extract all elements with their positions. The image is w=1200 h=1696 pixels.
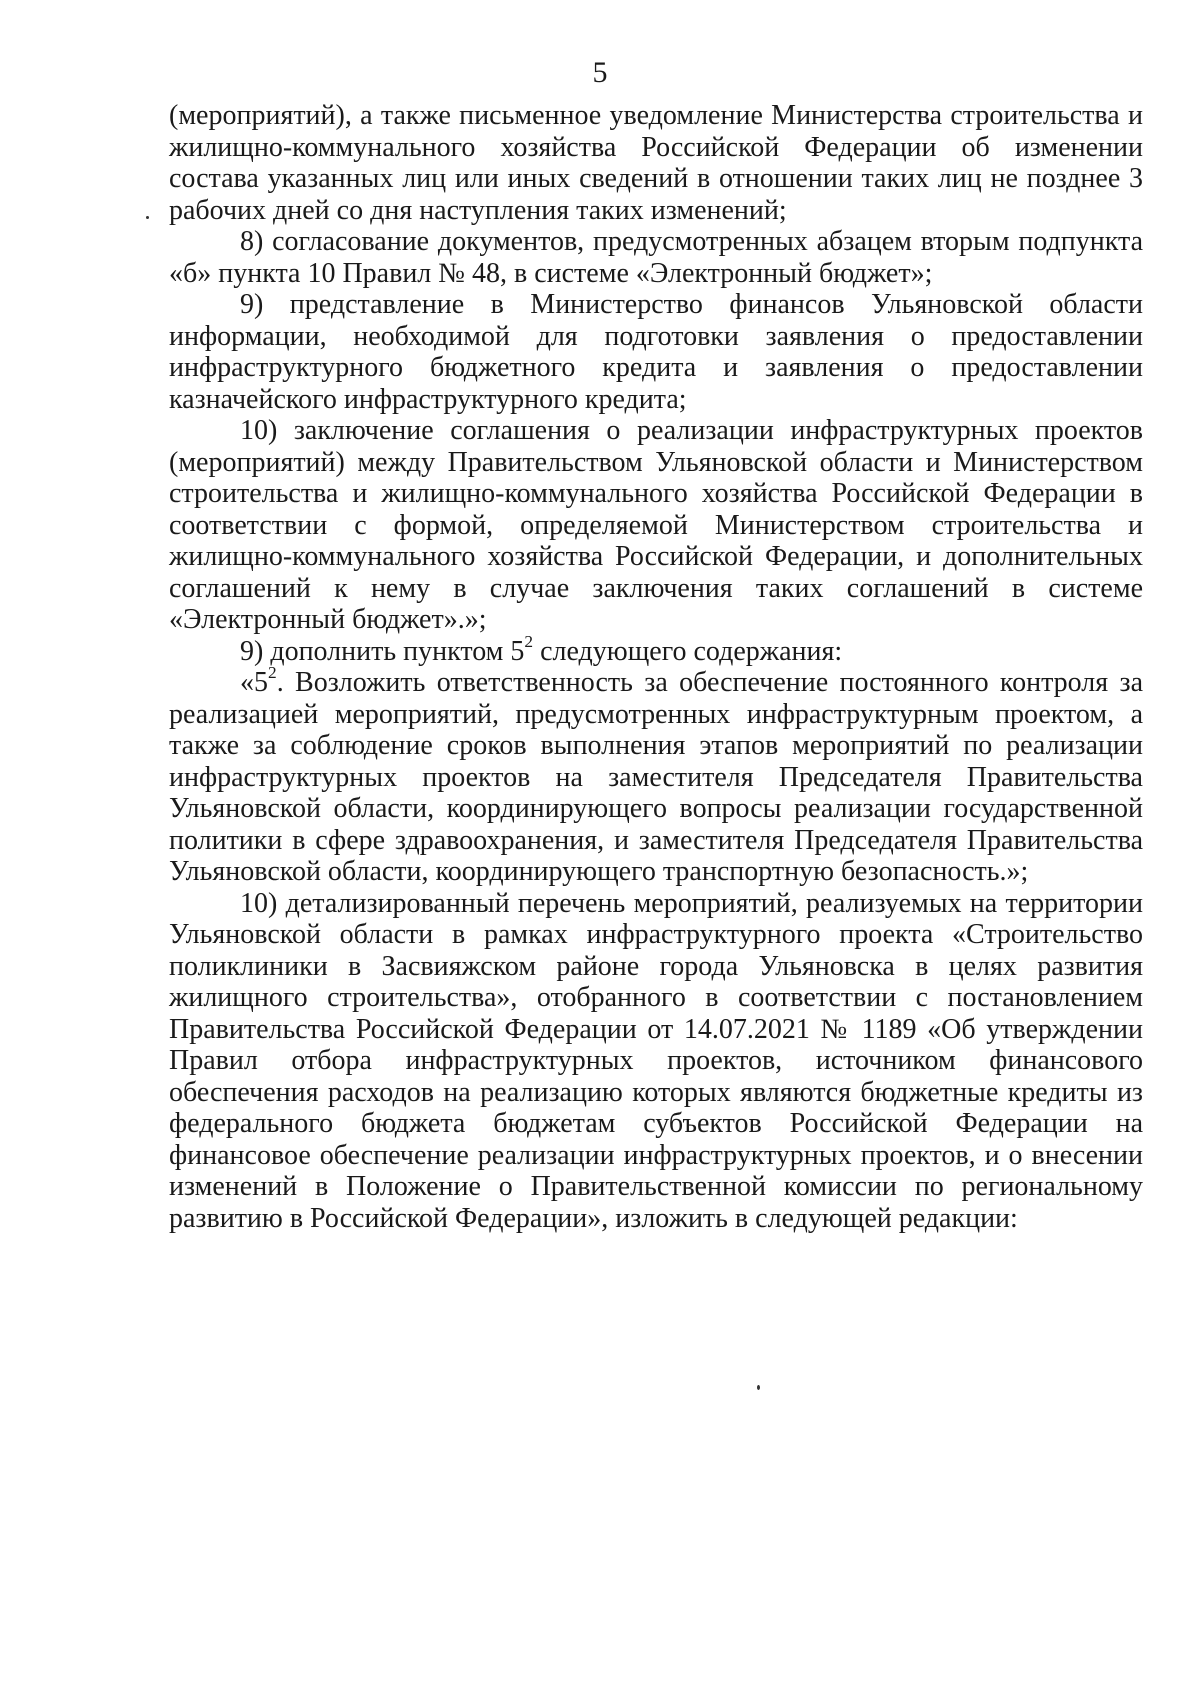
paragraph-clause-5-2 — [169, 663, 1143, 888]
paragraph-amend-9-tail: следующего содержания: — [533, 635, 843, 667]
superscript: 2 — [524, 631, 534, 651]
paragraph-item-10: 10) заключение соглашения о реализации инфраструктурных проектов (мероприятий) между Правительством Ульяновской области и Министерством строительства и жилищно-коммунального хозяйства Российской Федерации в соответствии с формой, определяемой Министерством строительства и жилищно-коммунального хозяйства Российской Федерации, и дополнительных соглашений к нему в случае заключения таких соглашений в системе «Электронный бюджет».»; — [169, 415, 1143, 635]
paragraph-item-9: 9) представление в Министерство финансов Ульяновской области информации, необходимой для подготовки заявления о предоставлении инфраструктурного бюджетного кредита и заявления о предоставлении казначейского инфраструктурного кредита; — [169, 289, 1143, 415]
paragraph-amend-10: 10) детализированный перечень мероприятий, реализуемых на территории Ульяновской области в рамках инфраструктурного проекта «Строительство поликлиники в Засвияжском районе города Ульяновска в целях развития жилищного строительства», отобранного в соответствии с постановлением Правительства Российской Федерации от 14.07.2021 № 1189 «Об утверждении Правил отбора инфраструктурных проектов, источником финансового обеспечения расходов на реализацию которых являются бюджетные кредиты из федерального бюджета бюджетам субъектов Российской Федерации на финансовое обеспечение реализации инфраструктурных проектов, и о внесении изменений в Положение о Правительственной комиссии по региональному развитию в Российской Федерации», изложить в следующей редакции: — [169, 887, 1143, 1234]
superscript: 2 — [268, 663, 277, 683]
clause-5-2-prefix: «5 — [240, 667, 268, 698]
paragraph-amend-9-text: 9) дополнить пунктом 5 — [240, 635, 525, 667]
paragraph-item-8: 8) согласование документов, предусмотренных абзацем вторым подпункта «б» пункта 10 Правил № 48, в системе «Электронный бюджет»; — [169, 226, 1143, 289]
scan-speck — [757, 1385, 760, 1390]
paragraph-continuation: (мероприятий), а также письменное уведомление Министерства строительства и жилищно-коммунального хозяйства Российской Федерации об изменении состава указанных лиц или иных сведений в отношении таких лиц не позднее 3 рабочих дней со дня наступления таких изменений; — [169, 100, 1143, 226]
page-number: 5 — [592, 56, 608, 89]
scan-speck — [146, 216, 149, 219]
clause-5-2-text: . Возложить ответственность за обеспечение постоянного контроля за реализацией мероприятий, предусмотренных инфраструктурным проектом, а также за соблюдение сроков выполнения этапов мероприятий по реализации инфраструктурных проектов на заместителя Председателя Правительства Ульяновской области, координирующего вопросы реализации государственной политики в сфере здравоохранения, и заместителя Председателя Правительства Ульяновской области, координирующего транспортную безопасность.»; — [169, 667, 1143, 887]
document-body — [169, 100, 1143, 1234]
paragraph-amend-9 — [169, 631, 1143, 668]
